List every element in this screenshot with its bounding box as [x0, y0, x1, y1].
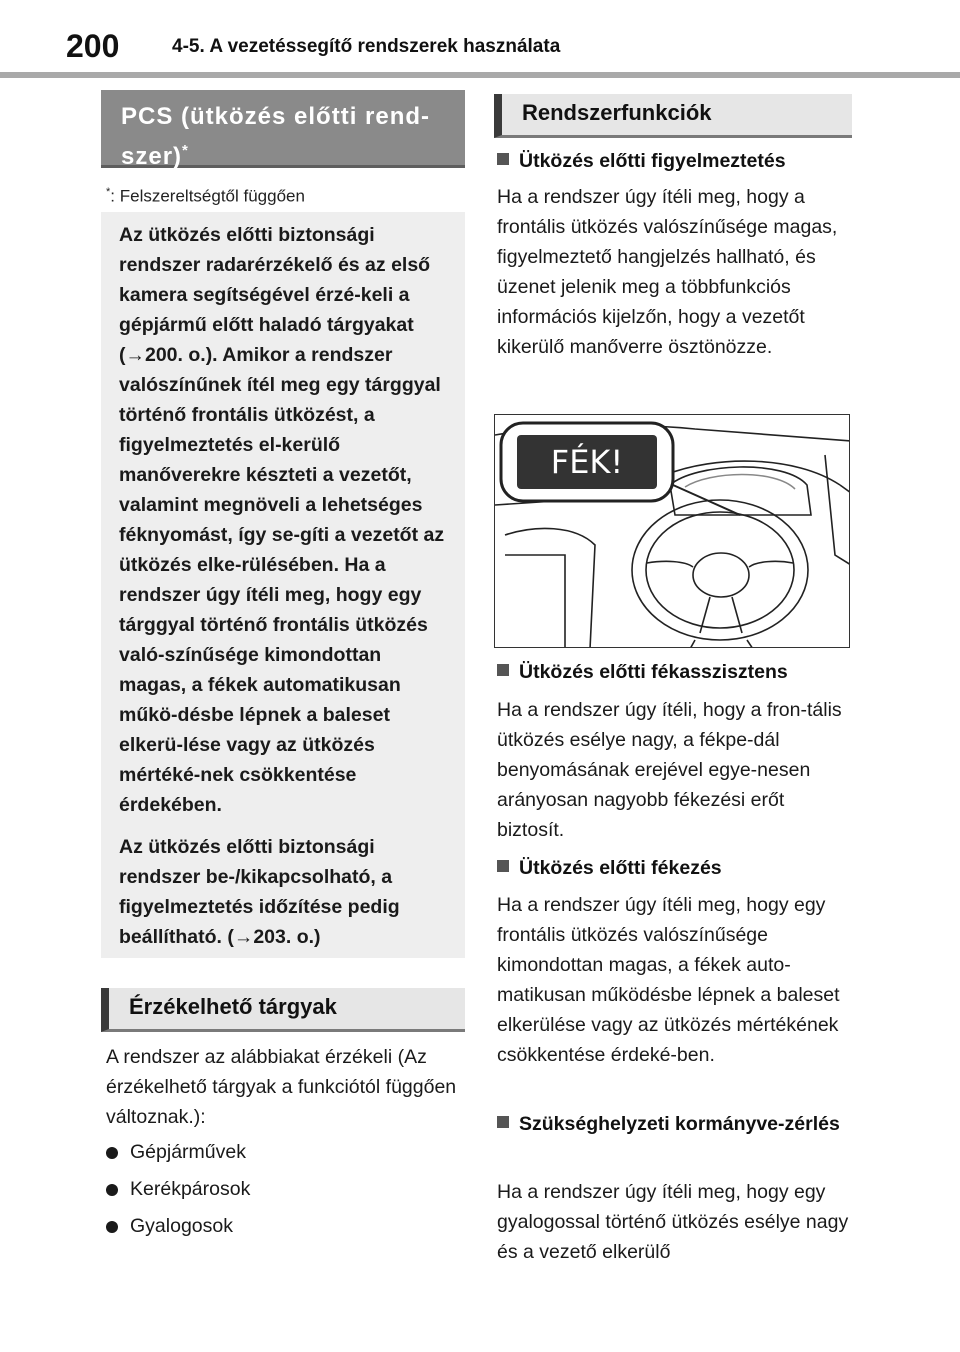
square-bullet-icon	[497, 860, 509, 872]
section-heading-warning	[497, 146, 847, 176]
summary-paragraph-1: Az ütközés előtti biztonsági rendszer radarérzékelő és az első kamera segítségével érzé-keli a gépjármű előtt haladó tárgyakat (→200. o.). Amikor a rendszer valószínűnek ítél meg egy tárggyal történő frontális ütközést, a figyelmeztetés el-kerülő manőverekre készteti a vezetőt, valamint megnöveli a lehetséges féknyomást, így se-gíti a vezetőt az ütközés elke-rülésében. Ha a rendszer úgy ítéli meg, hogy egy tárggyal történő frontális ütközés való-színűsége kimondottan magas, a fékek automatikusan műkö-désbe lépnek a baleset elkerü-lése vagy az ütközés mértéké-nek csökkentése érdekében.	[119, 224, 445, 816]
square-bullet-icon	[497, 153, 509, 165]
bullet-icon	[106, 1221, 118, 1233]
section-heading-text: Ütközés előtti fékezés	[519, 857, 722, 879]
square-bullet-icon	[497, 664, 509, 676]
section-heading-text: Ütközés előtti fékasszisztens	[519, 661, 788, 683]
footnote-text: : Felszereltségtől függően	[110, 186, 305, 206]
square-bullet-icon	[497, 1116, 509, 1128]
section-title: 4-5. A vezetéssegítő rendszerek használata	[172, 36, 561, 57]
bullet-icon	[106, 1147, 118, 1159]
pcs-title-footnote-mark: *	[182, 142, 189, 159]
detectable-objects-title: Érzékelhető tárgyak	[101, 988, 465, 1032]
section-heading-braking	[497, 853, 847, 883]
detectable-intro: A rendszer az alábbiakat érzékeli (Az érzékelhető tárgyak a funkciótól függően változnak.):	[106, 1046, 457, 1128]
page-number: 200	[66, 28, 120, 64]
emergency-steering-text: Ha a rendszer úgy ítéli meg, hogy egy gyalogossal történő ütközés esélye nagy és a vezető elkerülő	[497, 1181, 849, 1263]
pcs-title-bar	[101, 90, 465, 168]
header-divider	[0, 72, 960, 78]
section-heading-text: Szükséghelyzeti kormányve-zérlés	[519, 1113, 840, 1135]
bullet-icon	[106, 1184, 118, 1196]
list-item-label: Kerékpárosok	[130, 1178, 251, 1200]
dashboard-illustration	[494, 414, 850, 648]
braking-text: Ha a rendszer úgy ítéli meg, hogy egy frontális ütközés valószínűsége kimondottan magas, a fékek auto-matikusan működésbe lépnek a baleset elkerülése vagy az ütközés mértékének csökkentése érdeké-ben.	[497, 894, 840, 1066]
section-heading-emergency-steering	[497, 1109, 869, 1139]
pcs-summary-box	[101, 212, 465, 958]
list-item	[106, 1134, 466, 1171]
list-item-label: Gyalogosok	[130, 1215, 233, 1237]
system-functions-title: Rendszerfunkciók	[494, 94, 852, 138]
footnote	[106, 186, 305, 207]
footnote-mark: *	[106, 186, 111, 198]
warning-text: Ha a rendszer úgy ítéli meg, hogy a frontális ütközés valószínűsége magas, figyelmeztető hangjelzés hallható, és üzenet jelenik meg a többfunkciós információs kijelzőn, hogy a vezetőt kikerülő manőverre ösztönözze.	[497, 186, 838, 358]
brake-assist-text: Ha a rendszer úgy ítéli, hogy a fron-tális ütközés esélye nagy, a fékpe-dál benyomásának erejével egye-nesen arányosan nagyobb fékezési erőt biztosít.	[497, 699, 842, 841]
section-heading-brake-assist	[497, 657, 847, 687]
summary-paragraph-2: Az ütközés előtti biztonsági rendszer be-/kikapcsolható, a figyelmeztetés időzítése pedig beállítható. (→203. o.)	[119, 836, 400, 948]
list-item	[106, 1208, 466, 1245]
display-warning-text: FÉK!	[550, 443, 624, 481]
pcs-title: PCS (ütközés előtti rend-szer)	[121, 103, 431, 170]
detectable-list	[106, 1134, 466, 1245]
page-header	[0, 0, 960, 80]
list-item-label: Gépjárművek	[130, 1141, 246, 1163]
section-heading-text: Ütközés előtti figyelmeztetés	[519, 150, 786, 172]
list-item	[106, 1171, 466, 1208]
